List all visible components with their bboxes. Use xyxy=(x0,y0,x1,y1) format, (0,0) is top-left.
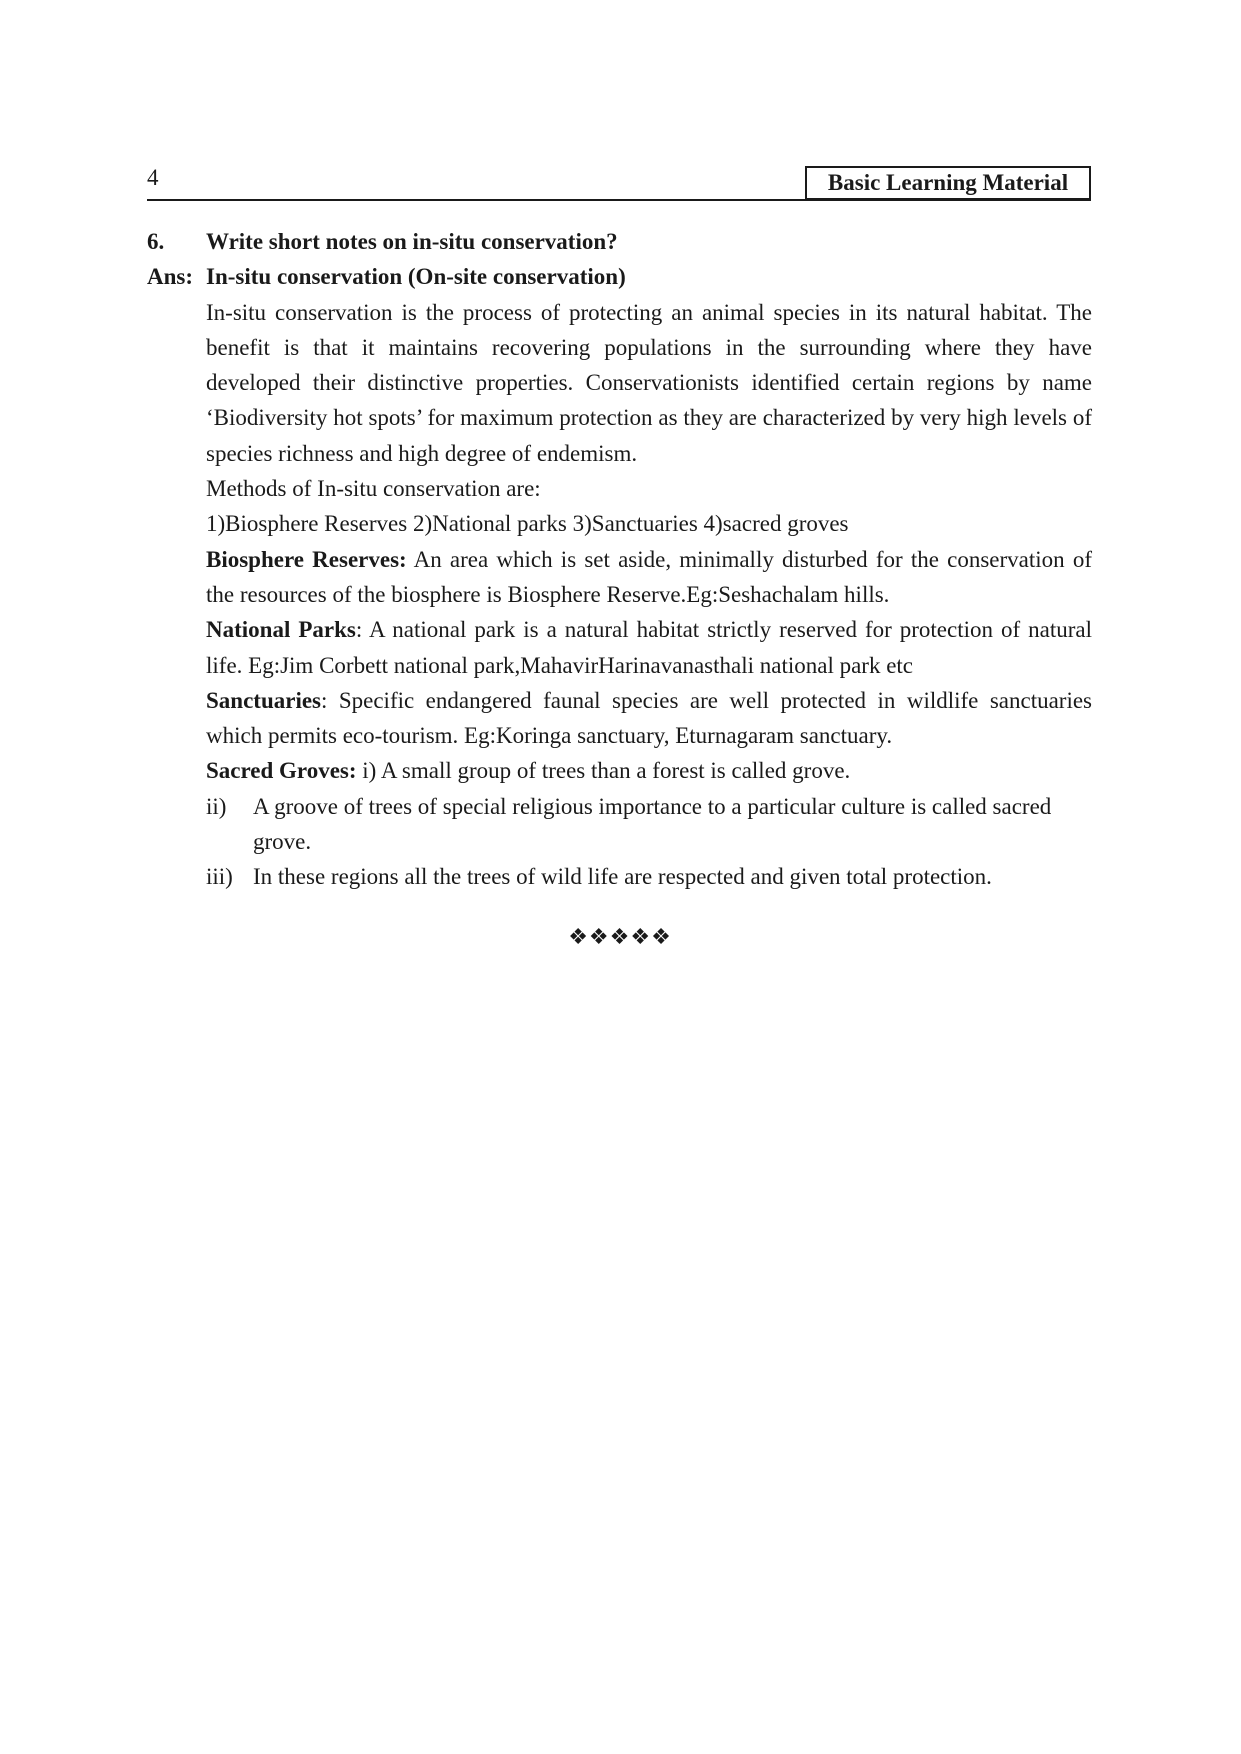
question-row xyxy=(147,224,1092,259)
page-number: 4 xyxy=(147,165,159,190)
national-parks-term: National Parks xyxy=(206,617,356,643)
list-item xyxy=(206,859,1092,894)
running-title: Basic Learning Material xyxy=(805,166,1091,200)
biosphere-reserves-term: Biosphere Reserves: xyxy=(206,546,407,572)
biosphere-reserves-text: An area which is set aside, minimally disturbed for the conservation of the resources of the biosphere is Biosphere Reserve.Eg:Seshachalam hills. xyxy=(206,546,1092,607)
sacred-groves-text: i) A small group of trees than a forest is called grove. xyxy=(356,758,851,784)
sanctuaries-term: Sanctuaries xyxy=(206,687,321,713)
list-item xyxy=(206,789,1092,860)
section-end-ornament: ❖❖❖❖❖ xyxy=(568,925,672,950)
methods-list: 1)Biosphere Reserves 2)National parks 3)Sanctuaries 4)sacred groves xyxy=(206,511,849,537)
biosphere-reserves-paragraph xyxy=(206,542,1092,613)
intro-paragraph: In-situ conservation is the process of protecting an animal species in its natural habitat. The benefit is that it maintains recovering populations in the surrounding where they have developed their distinctive properties. Conservationists identified certain regions by name ‘Biodiversity hot spots’ for maximum protection as they are characterized by very high levels of species richness and high degree of endemism. xyxy=(206,299,1092,466)
national-parks-paragraph xyxy=(206,612,1092,683)
list-item-text: A groove of trees of special religious importance to a particular culture is called sacred grove. xyxy=(253,793,1052,855)
answer-body xyxy=(206,295,1092,895)
question-text: Write short notes on in-situ conservation? xyxy=(206,229,618,254)
national-parks-text: : A national park is a natural habitat strictly reserved for protection of natural life. Eg:Jim Corbett national park,MahavirHarinavanasthali national park etc xyxy=(206,617,1093,678)
answer-heading: In-situ conservation (On-site conservation) xyxy=(206,264,626,290)
list-item-number: iii) xyxy=(206,864,233,890)
header-divider xyxy=(147,199,1091,201)
sanctuaries-text: : Specific endangered faunal species are well protected in wildlife sanctuaries which permits eco-tourism. Eg:Koringa sanctuary, Eturnagaram sanctuary. xyxy=(206,687,1092,749)
list-item-text: In these regions all the trees of wild life are respected and given total protection. xyxy=(253,864,992,890)
answer-label: Ans: xyxy=(147,264,194,290)
question-answer-section xyxy=(147,224,1092,895)
question-number: 6. xyxy=(147,229,165,254)
sanctuaries-paragraph xyxy=(206,683,1092,754)
methods-heading: Methods of In-situ conservation are: xyxy=(206,476,541,502)
list-item-number: ii) xyxy=(206,793,227,819)
sacred-groves-paragraph xyxy=(206,753,1092,788)
sacred-groves-term: Sacred Groves: xyxy=(206,758,357,784)
answer-heading-row xyxy=(147,259,1092,294)
